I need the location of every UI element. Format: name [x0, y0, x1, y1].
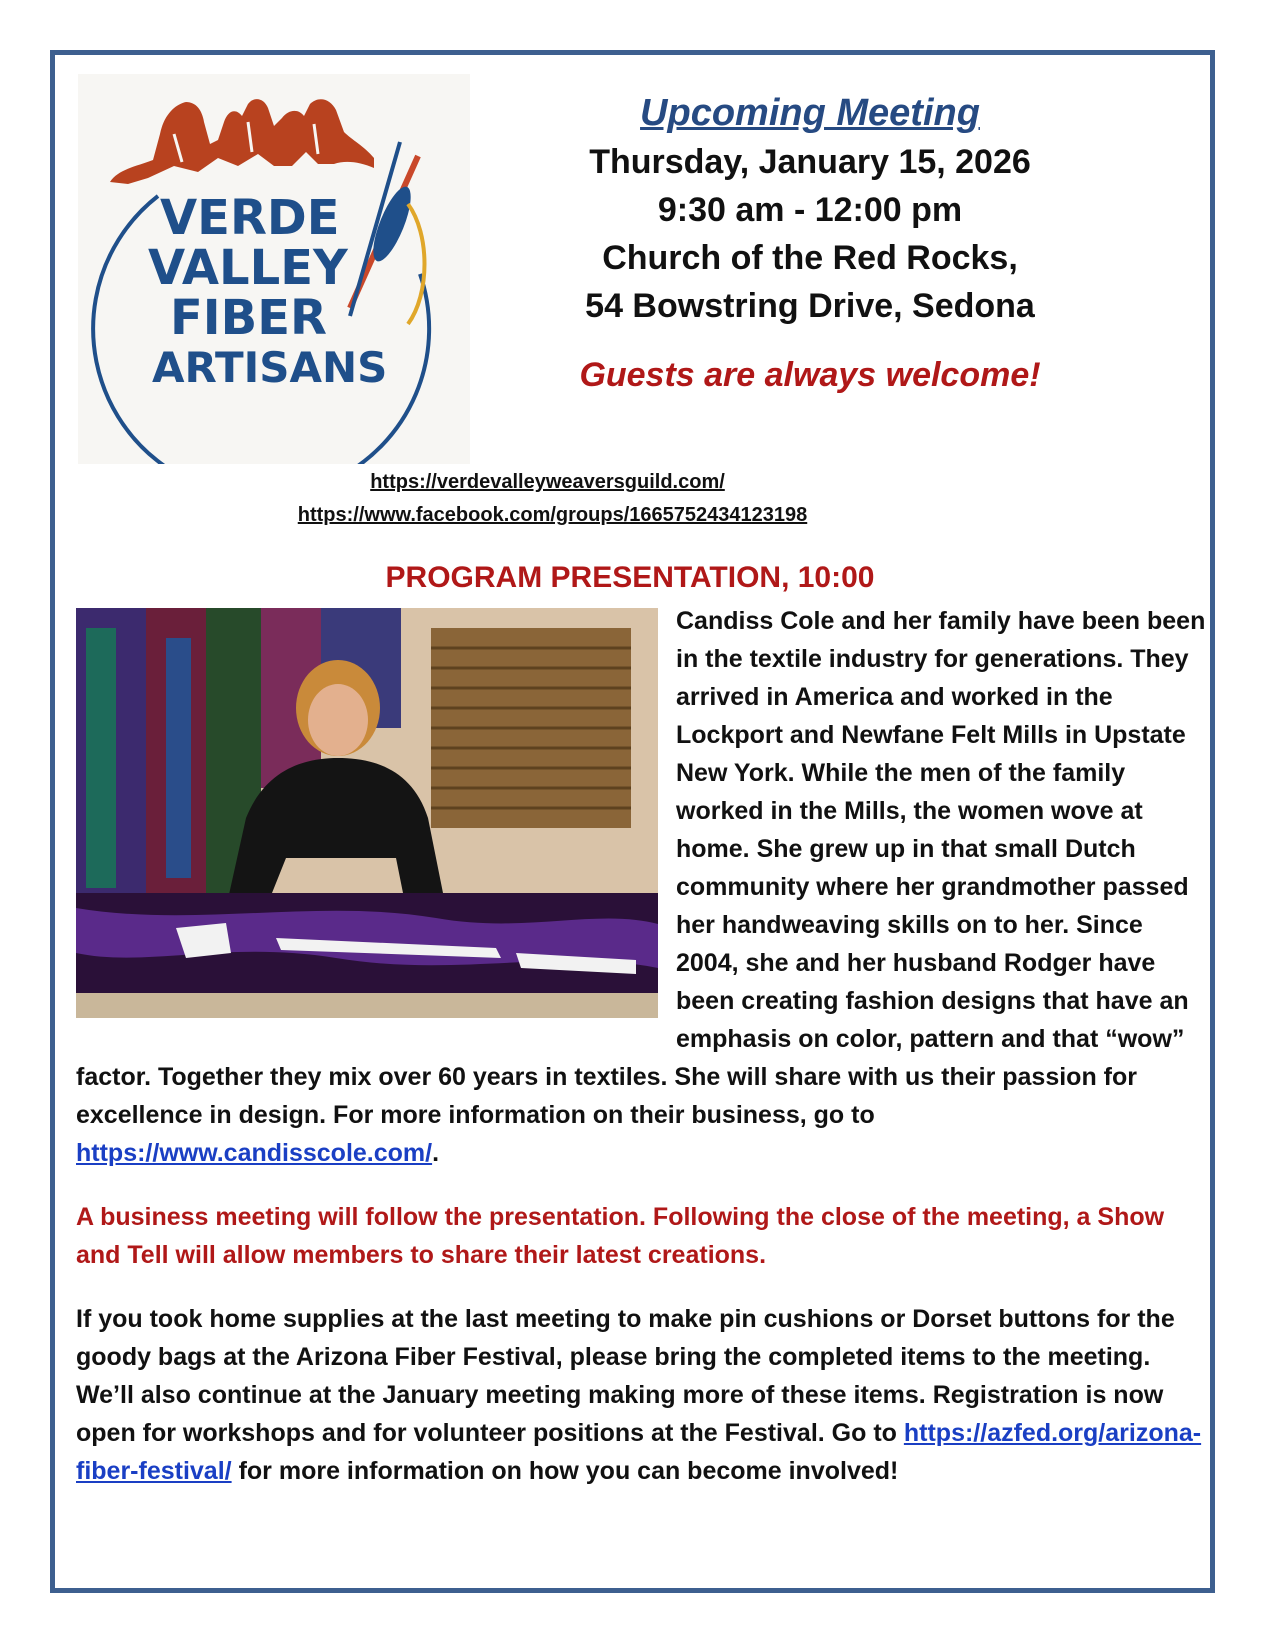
guild-links — [0, 466, 1275, 532]
meeting-venue: Church of the Red Rocks, — [602, 239, 1018, 278]
candiss-cole-link[interactable]: https://www.candisscole.com/ — [76, 1139, 433, 1167]
supplies-text-after: for more information on how you can become involved! — [238, 1457, 899, 1485]
guests-welcome: Guests are always welcome! — [579, 355, 1041, 394]
meeting-info — [520, 90, 1100, 399]
program-body-text: Candiss Cole and her family have been been in the textile industry for generations. They arrived in America and worked in the Lockport and Newfane Felt Mills in Upstate New York. While the men of the family worked in the Mills, the women wove at home. She grew up in that small Dutch community where her grandmother passed her handweaving skills on to her. Since 2004, she and her husband Rodger have been creating fashion designs that have an emphasis on color, pattern and that “wow” factor. Together they mix over 60 years in textiles. She will share with us their passion for excellence in design. For more information on their business, go to — [76, 607, 1206, 1129]
facebook-link[interactable]: https://www.facebook.com/groups/1665752434123198 — [297, 504, 808, 526]
logo-text-verde: VERDE — [160, 190, 340, 246]
logo-graphic — [78, 74, 470, 464]
program-title: PROGRAM PRESENTATION, 10:00 — [385, 561, 875, 594]
logo-text-artisans: ARTISANS — [152, 343, 388, 392]
meeting-date: Thursday, January 15, 2026 — [589, 142, 1031, 181]
supplies-paragraph — [76, 1300, 1206, 1490]
guild-logo — [78, 74, 470, 464]
program-description — [76, 602, 1206, 1172]
logo-text-fiber: FIBER — [170, 290, 327, 346]
presenter-photo-graphic — [76, 608, 658, 1018]
website-link[interactable]: https://verdevalleyweaversguild.com/ — [370, 471, 725, 493]
arizona-fiber-festival-link[interactable]: https://azfed.org/arizona-fiber-festival/ — [76, 1419, 1202, 1485]
presenter-photo — [76, 608, 658, 1018]
meeting-time: 9:30 am - 12:00 pm — [657, 190, 963, 229]
logo-text-valley: VALLEY — [148, 240, 348, 296]
red-rocks-icon — [110, 99, 374, 184]
meeting-heading: Upcoming Meeting — [640, 92, 980, 134]
program-body-end: . — [432, 1139, 440, 1167]
business-meeting-note: A business meeting will follow the presentation. Following the close of the meeting, a Show and Tell will allow members to share their latest creations. — [76, 1203, 1165, 1269]
supplies-text-before: If you took home supplies at the last meeting to make pin cushions or Dorset buttons for the goody bags at the Arizona Fiber Festival, please bring the completed items to the meeting. We’ll also continue at the January meeting making more of these items. Registration is now open for workshops and for volunteer positions at the Festival. Go to — [76, 1305, 1175, 1447]
meeting-address: 54 Bowstring Drive, Sedona — [585, 287, 1035, 326]
